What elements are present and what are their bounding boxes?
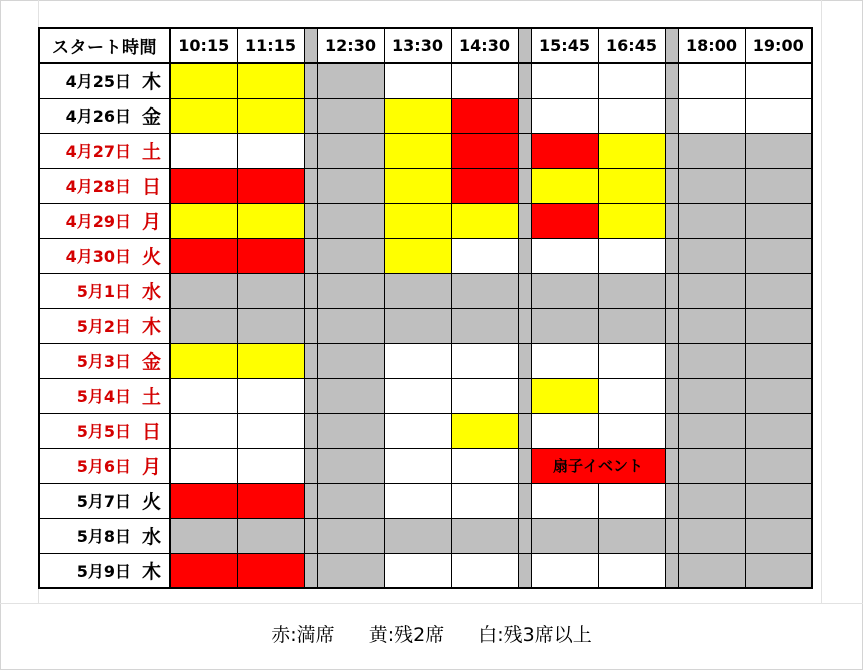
slot-cell-white: [170, 413, 237, 448]
schedule-row: [39, 273, 812, 308]
gap-column: [665, 273, 678, 308]
slot-cell-gray: [317, 518, 384, 553]
slot-cell-white: [170, 133, 237, 168]
slot-cell-yellow: [598, 133, 665, 168]
slot-cell-white: [678, 63, 745, 98]
date-label: 4月26日: [39, 98, 134, 133]
gap-column: [665, 413, 678, 448]
slot-cell-yellow: [237, 63, 304, 98]
gap-column: [665, 378, 678, 413]
slot-cell-gray: [237, 518, 304, 553]
slot-cell-gray: [678, 483, 745, 518]
slot-cell-white: [598, 413, 665, 448]
weekday-label: 水: [134, 518, 170, 553]
slot-cell-red: [451, 133, 518, 168]
slot-cell-gray: [745, 273, 812, 308]
slot-cell-white: [384, 343, 451, 378]
slot-cell-gray: [598, 518, 665, 553]
date-label: 5月7日: [39, 483, 134, 518]
gap-column: [304, 203, 317, 238]
slot-cell-gray: [170, 273, 237, 308]
slot-cell-white: [678, 98, 745, 133]
weekday-label: 火: [134, 238, 170, 273]
gap-column: [518, 518, 531, 553]
slot-cell-yellow: [237, 98, 304, 133]
slot-cell-gray: [384, 518, 451, 553]
gap-column: [518, 308, 531, 343]
gap-column: [304, 133, 317, 168]
slot-cell-white: [451, 343, 518, 378]
legend-white: 白:残3席以上: [478, 624, 592, 646]
slot-cell-gray: [317, 413, 384, 448]
slot-cell-gray: [237, 273, 304, 308]
time-header: 18:00: [678, 28, 745, 63]
slot-cell-gray: [317, 133, 384, 168]
slot-cell-white: [451, 63, 518, 98]
gap-column: [665, 28, 678, 63]
date-label: 5月6日: [39, 448, 134, 483]
weekday-label: 木: [134, 553, 170, 588]
slot-cell-gray: [317, 378, 384, 413]
slot-cell-gray: [531, 518, 598, 553]
gap-column: [304, 238, 317, 273]
gap-column: [304, 378, 317, 413]
slot-cell-gray: [451, 308, 518, 343]
date-label: 4月29日: [39, 203, 134, 238]
slot-cell-red: [237, 238, 304, 273]
slot-cell-gray: [317, 63, 384, 98]
gap-column: [665, 343, 678, 378]
slot-cell-red: [170, 553, 237, 588]
date-label: 5月3日: [39, 343, 134, 378]
slot-cell-white: [531, 98, 598, 133]
slot-cell-white: [598, 483, 665, 518]
slot-cell-gray: [237, 308, 304, 343]
slot-cell-white: [384, 483, 451, 518]
gap-column: [304, 448, 317, 483]
schedule-row: [39, 553, 812, 588]
header-row: [39, 28, 812, 63]
slot-cell-white: [170, 448, 237, 483]
weekday-label: 火: [134, 483, 170, 518]
sheet-gridline: [821, 0, 822, 604]
schedule-body: [39, 63, 812, 588]
schedule-row: [39, 378, 812, 413]
slot-cell-gray: [170, 518, 237, 553]
slot-cell-white: [170, 378, 237, 413]
schedule-row: [39, 413, 812, 448]
gap-column: [518, 448, 531, 483]
slot-cell-yellow: [384, 203, 451, 238]
slot-cell-gray: [678, 553, 745, 588]
slot-cell-white: [451, 378, 518, 413]
gap-column: [304, 518, 317, 553]
slot-cell-gray: [678, 238, 745, 273]
gap-column: [518, 63, 531, 98]
slot-cell-yellow: [384, 238, 451, 273]
date-label: 4月27日: [39, 133, 134, 168]
slot-cell-white: [451, 553, 518, 588]
slot-cell-red: [237, 483, 304, 518]
weekday-label: 金: [134, 343, 170, 378]
gap-column: [518, 273, 531, 308]
slot-cell-white: [531, 238, 598, 273]
slot-cell-white: [745, 98, 812, 133]
gap-column: [665, 553, 678, 588]
weekday-label: 水: [134, 273, 170, 308]
slot-cell-white: [598, 343, 665, 378]
gap-column: [665, 483, 678, 518]
slot-cell-white: [237, 413, 304, 448]
schedule-row: [39, 448, 812, 483]
schedule-row: [39, 203, 812, 238]
slot-cell-yellow: [170, 63, 237, 98]
schedule-row: [39, 98, 812, 133]
slot-cell-white: [384, 63, 451, 98]
slot-cell-gray: [678, 273, 745, 308]
slot-cell-white: [531, 413, 598, 448]
gap-column: [304, 63, 317, 98]
slot-cell-gray: [598, 273, 665, 308]
slot-cell-gray: [678, 343, 745, 378]
slot-cell-gray: [451, 273, 518, 308]
weekday-label: 月: [134, 448, 170, 483]
slot-cell-red: [237, 553, 304, 588]
slot-cell-yellow: [384, 168, 451, 203]
schedule-row: [39, 308, 812, 343]
date-label: 5月8日: [39, 518, 134, 553]
slot-cell-gray: [678, 203, 745, 238]
gap-column: [518, 413, 531, 448]
slot-cell-gray: [451, 518, 518, 553]
slot-cell-gray: [745, 518, 812, 553]
weekday-label: 金: [134, 98, 170, 133]
time-header: 16:45: [598, 28, 665, 63]
gap-column: [665, 203, 678, 238]
slot-cell-yellow: [384, 98, 451, 133]
gap-column: [665, 168, 678, 203]
date-label: 4月28日: [39, 168, 134, 203]
gap-column: [304, 413, 317, 448]
weekday-label: 日: [134, 168, 170, 203]
slot-cell-yellow: [170, 98, 237, 133]
slot-cell-gray: [170, 308, 237, 343]
weekday-label: 月: [134, 203, 170, 238]
date-label: 5月5日: [39, 413, 134, 448]
slot-cell-gray: [678, 168, 745, 203]
slot-cell-white: [384, 413, 451, 448]
gap-column: [518, 343, 531, 378]
weekday-label: 土: [134, 378, 170, 413]
slot-cell-yellow: [451, 203, 518, 238]
gap-column: [304, 553, 317, 588]
slot-cell-gray: [678, 308, 745, 343]
schedule-table: [38, 27, 813, 589]
slot-cell-gray: [317, 273, 384, 308]
slot-cell-gray: [384, 308, 451, 343]
slot-cell-white: [598, 63, 665, 98]
schedule-row: [39, 518, 812, 553]
slot-cell-gray: [745, 168, 812, 203]
slot-cell-white: [745, 63, 812, 98]
slot-cell-gray: [384, 273, 451, 308]
slot-cell-white: [531, 343, 598, 378]
start-time-header: スタート時間: [39, 28, 170, 63]
date-label: 4月25日: [39, 63, 134, 98]
slot-cell-gray: [678, 413, 745, 448]
slot-cell-white: [451, 448, 518, 483]
gap-column: [518, 483, 531, 518]
time-header: 14:30: [451, 28, 518, 63]
slot-cell-white: [237, 133, 304, 168]
gap-column: [518, 98, 531, 133]
gap-column: [665, 63, 678, 98]
slot-cell-yellow: [531, 168, 598, 203]
slot-cell-gray: [745, 308, 812, 343]
schedule-row: [39, 238, 812, 273]
date-label: 4月30日: [39, 238, 134, 273]
slot-cell-white: [598, 238, 665, 273]
slot-cell-white: [384, 553, 451, 588]
slot-cell-white: [531, 553, 598, 588]
slot-cell-red: [170, 483, 237, 518]
slot-cell-gray: [317, 203, 384, 238]
slot-cell-white: [451, 483, 518, 518]
slot-cell-yellow: [170, 203, 237, 238]
slot-cell-white: [384, 448, 451, 483]
slot-cell-gray: [531, 273, 598, 308]
sheet-gridline: [0, 603, 863, 604]
slot-cell-gray: [317, 343, 384, 378]
slot-cell-white: [531, 63, 598, 98]
gap-column: [304, 273, 317, 308]
slot-cell-gray: [745, 378, 812, 413]
gap-column: [518, 553, 531, 588]
schedule-row: [39, 343, 812, 378]
slot-cell-red: [451, 168, 518, 203]
slot-cell-yellow: [237, 203, 304, 238]
slot-cell-red: [531, 133, 598, 168]
weekday-label: 木: [134, 63, 170, 98]
slot-cell-gray: [317, 238, 384, 273]
slot-cell-white: [598, 553, 665, 588]
slot-cell-gray: [745, 133, 812, 168]
schedule-row: [39, 168, 812, 203]
slot-cell-gray: [745, 553, 812, 588]
gap-column: [665, 133, 678, 168]
slot-cell-yellow: [170, 343, 237, 378]
gap-column: [304, 168, 317, 203]
gap-column: [518, 378, 531, 413]
slot-cell-gray: [678, 518, 745, 553]
slot-cell-gray: [745, 238, 812, 273]
time-header: 15:45: [531, 28, 598, 63]
weekday-label: 日: [134, 413, 170, 448]
date-label: 5月1日: [39, 273, 134, 308]
slot-cell-white: [237, 448, 304, 483]
slot-cell-gray: [317, 448, 384, 483]
slot-cell-white: [598, 98, 665, 133]
slot-cell-gray: [745, 448, 812, 483]
date-label: 5月4日: [39, 378, 134, 413]
gap-column: [665, 448, 678, 483]
time-header: 19:00: [745, 28, 812, 63]
gap-column: [304, 308, 317, 343]
gap-column: [304, 483, 317, 518]
gap-column: [665, 238, 678, 273]
time-header: 11:15: [237, 28, 304, 63]
gap-column: [518, 168, 531, 203]
slot-cell-red: [531, 203, 598, 238]
slot-cell-yellow: [451, 413, 518, 448]
slot-cell-yellow: [384, 133, 451, 168]
legend-red: 赤:満席: [271, 624, 335, 646]
slot-cell-red: [170, 238, 237, 273]
slot-cell-gray: [678, 378, 745, 413]
slot-cell-red: [170, 168, 237, 203]
event-cell: 扇子イベント: [531, 448, 665, 483]
date-label: 5月9日: [39, 553, 134, 588]
slot-cell-white: [531, 483, 598, 518]
slot-cell-white: [451, 238, 518, 273]
time-header: 13:30: [384, 28, 451, 63]
time-header: 10:15: [170, 28, 237, 63]
slot-cell-gray: [317, 308, 384, 343]
gap-column: [665, 518, 678, 553]
slot-cell-gray: [317, 553, 384, 588]
slot-cell-red: [451, 98, 518, 133]
slot-cell-white: [237, 378, 304, 413]
gap-column: [304, 28, 317, 63]
gap-column: [518, 28, 531, 63]
slot-cell-gray: [317, 168, 384, 203]
legend: [0, 620, 863, 647]
gap-column: [665, 98, 678, 133]
time-header: 12:30: [317, 28, 384, 63]
slot-cell-gray: [598, 308, 665, 343]
slot-cell-gray: [317, 483, 384, 518]
gap-column: [518, 203, 531, 238]
schedule-row: [39, 483, 812, 518]
slot-cell-white: [384, 378, 451, 413]
legend-yellow: 黄:残2席: [368, 624, 445, 646]
gap-column: [665, 308, 678, 343]
slot-cell-yellow: [598, 168, 665, 203]
weekday-label: 木: [134, 308, 170, 343]
slot-cell-gray: [531, 308, 598, 343]
slot-cell-white: [598, 378, 665, 413]
gap-column: [518, 133, 531, 168]
slot-cell-gray: [317, 98, 384, 133]
gap-column: [304, 343, 317, 378]
slot-cell-yellow: [531, 378, 598, 413]
slot-cell-red: [237, 168, 304, 203]
date-label: 5月2日: [39, 308, 134, 343]
slot-cell-gray: [678, 133, 745, 168]
slot-cell-gray: [745, 483, 812, 518]
weekday-label: 土: [134, 133, 170, 168]
slot-cell-gray: [745, 203, 812, 238]
slot-cell-gray: [745, 413, 812, 448]
slot-cell-gray: [678, 448, 745, 483]
slot-cell-yellow: [598, 203, 665, 238]
gap-column: [304, 98, 317, 133]
gap-column: [518, 238, 531, 273]
schedule-row: [39, 133, 812, 168]
slot-cell-yellow: [237, 343, 304, 378]
schedule-row: [39, 63, 812, 98]
slot-cell-gray: [745, 343, 812, 378]
